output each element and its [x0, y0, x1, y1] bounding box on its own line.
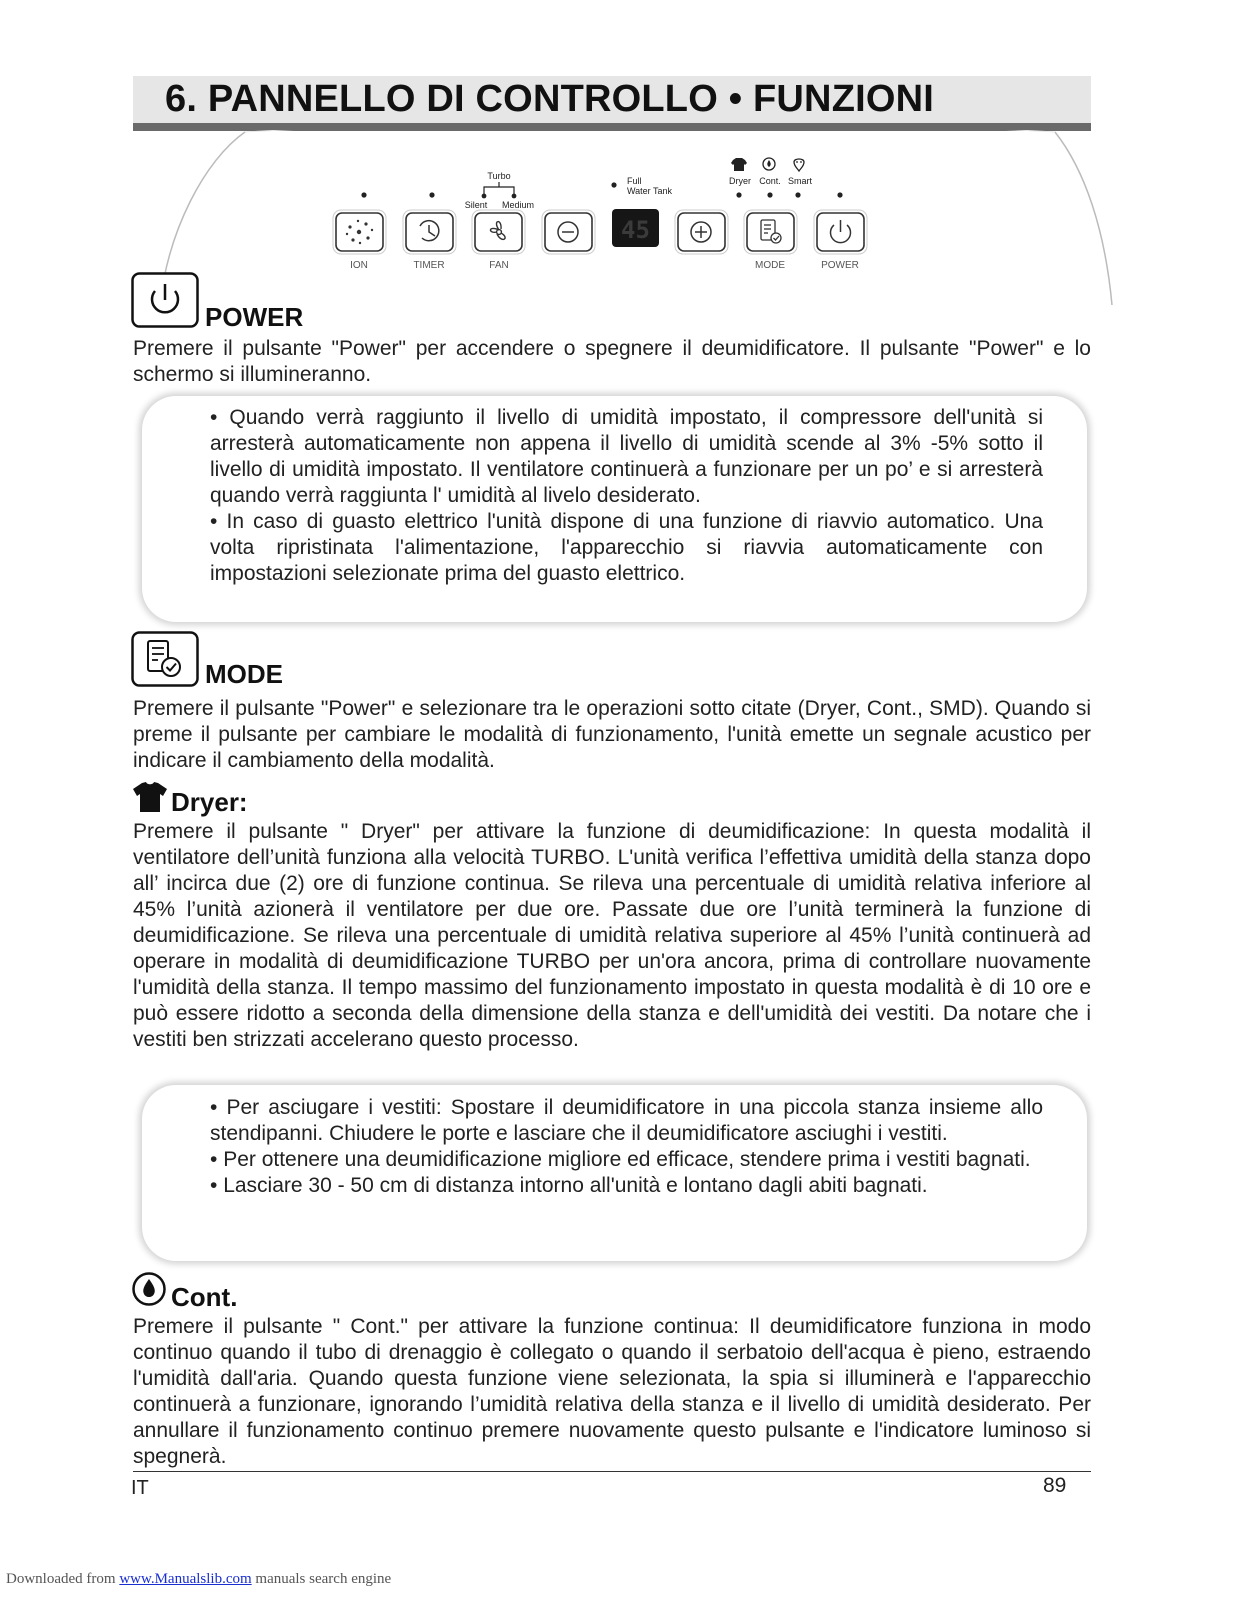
footer-divider	[133, 1471, 1091, 1472]
dryer-description: Premere il pulsante " Dryer" per attivare la funzione di deumidificazione: In questa modalità il ventilatore dell’unità funziona alla velocità TURBO. L'unità verifica l’effettiva umidità della stanza dopo all’ incirca due (2) ore di funzione continua. Se rileva una percentuale di umidità relativa inferiore al 45% l’unità azionerà il ventilatore per due ore. Passate due ore l’unità terminerà la funzione di deumidificazione. Se rileva una percentuale di umidità relativa superiore al 45% l’unità continuerà ad operare in modalità di deumidificazione TURBO per un'ora ancora, prima di controllare nuovamente l'umidità della stanza. Il tempo massimo del funzionamento impostato in questa modalità è di 10 ore e può essere ridotto a seconda della dimensione della stanza e dell'umidità dei vestiti. Da notare che i vestiti ben strizzati accelerano questo processo.	[133, 820, 1091, 1051]
download-suffix: manuals search engine	[251, 1571, 392, 1587]
smart-indicator-dot	[795, 192, 800, 197]
page-number: 89	[1043, 1474, 1067, 1497]
footer-language: IT	[131, 1477, 149, 1499]
dryer-note-2: • Per ottenere una deumidificazione migliore ed efficace, stendere prima i vestiti bagnati.	[210, 1147, 1043, 1173]
mode-description: Premere il pulsante "Power" e selezionare tra le operazioni sotto citate (Dryer, Cont., SMD). Quando si preme il pulsante per cambiare le modalità di funzionamento, l'unità emette un segnale acustico per indicare il cambiamento della modalità.	[133, 697, 1091, 772]
fan-speed-silent-label: Silent	[464, 200, 488, 210]
ion-indicator-dot	[361, 192, 366, 197]
mode-button	[747, 213, 794, 251]
power-indicator-dot	[837, 192, 842, 197]
dryer-note-3: • Lasciare 30 - 50 cm di distanza intorno all'unità e lontano dagli abiti bagnati.	[210, 1173, 1043, 1199]
mode-section-title: MODE	[205, 659, 283, 689]
smart-mode-icon	[794, 159, 804, 171]
dryer-mode-icon	[731, 158, 747, 171]
power-section-title: POWER	[205, 302, 304, 332]
timer-button-label: TIMER	[413, 260, 445, 271]
section-header	[133, 76, 1091, 131]
dryer-notes-box	[142, 1085, 1087, 1261]
download-prefix: Downloaded from	[6, 1571, 120, 1587]
ion-button-label: ION	[350, 260, 368, 271]
download-note	[6, 1571, 391, 1588]
mode-label-dryer: Dryer	[729, 176, 751, 186]
timer-indicator-dot	[429, 192, 434, 197]
mode-button-label: MODE	[755, 260, 785, 271]
power-icon	[131, 272, 199, 328]
page-title: 6. PANNELLO DI CONTROLLO • FUNZIONI	[165, 78, 935, 120]
dryer-note-1: • Per asciugare i vestiti: Spostare il deumidificatore in una piccola stanza insieme allo stendipanni. Chiudere le porte e lasciare che il deumidificatore asciughi i vestiti.	[210, 1095, 1043, 1147]
cont-mode-icon	[763, 158, 775, 170]
dryer-indicator-dot	[736, 192, 741, 197]
mode-label-smart: Smart	[787, 176, 813, 186]
power-description: Premere il pulsante "Power" per accendere o spegnere il deumidificatore. Il pulsante "Power" e lo schermo si illumineranno.	[133, 337, 1091, 386]
mode-label-cont: Cont.	[759, 176, 781, 186]
power-note-2: • In caso di guasto elettrico l'unità dispone di una funzione di riavvio automatico. Una volta ripristinata l'alimentazione, l'apparecchio si riavvia automaticamente con impostazioni selezionate prima del guasto elettrico.	[210, 509, 1043, 587]
cont-section-title: Cont.	[171, 1282, 238, 1312]
tank-label-water: Water Tank	[627, 186, 673, 196]
tank-indicator-dot	[611, 182, 616, 187]
fan-button-label: FAN	[489, 260, 509, 271]
mode-icon	[131, 631, 199, 687]
fan-speed-medium-label: Medium	[501, 200, 535, 210]
humidity-display-value: 45	[621, 216, 650, 244]
power-note-1: • Quando verrà raggiunto il livello di umidità impostato, il compressore dell'unità si arresterà automaticamente non appena il livello di umidità scende al 3% -5% sotto il livello di umidità impostato. Il ventilatore continuerà a funzionare per un po’ e si arresterà quando verrà raggiunta l' umidità al livelo desiderato.	[210, 405, 1043, 509]
tank-label-full: Full	[627, 176, 642, 186]
dryer-section-title: Dryer:	[171, 787, 248, 817]
power-notes-box	[142, 396, 1087, 622]
cont-indicator-dot	[767, 192, 772, 197]
control-panel-illustration	[150, 130, 1120, 305]
cont-description: Premere il pulsante " Cont." per attivare la funzione continua: Il deumidificatore funziona in modo continuo quando il tubo di drenaggio è collegato o quando il serbatoio dell'acqua è pieno, estraendo l'umidità dall'aria. Quando questa funzione viene selezionata, la spia si illuminerà e l'apparecchio continuerà a funzionare, ignorando l’umidità relativa della stanza e il livello di umidità desiderato. Per annullare il funzionamento continuo premere nuovamente questo pulsante e l'indicatore luminoso si spegnerà.	[133, 1315, 1091, 1468]
shirt-icon	[132, 781, 168, 813]
fan-button	[475, 213, 522, 251]
fan-speed-turbo-label: Turbo	[487, 171, 511, 181]
power-button-label: POWER	[821, 260, 859, 271]
water-drop-icon	[131, 1271, 167, 1307]
fan-speed-selector	[484, 182, 514, 197]
manualslib-link[interactable]: www.Manualslib.com	[119, 1571, 252, 1587]
